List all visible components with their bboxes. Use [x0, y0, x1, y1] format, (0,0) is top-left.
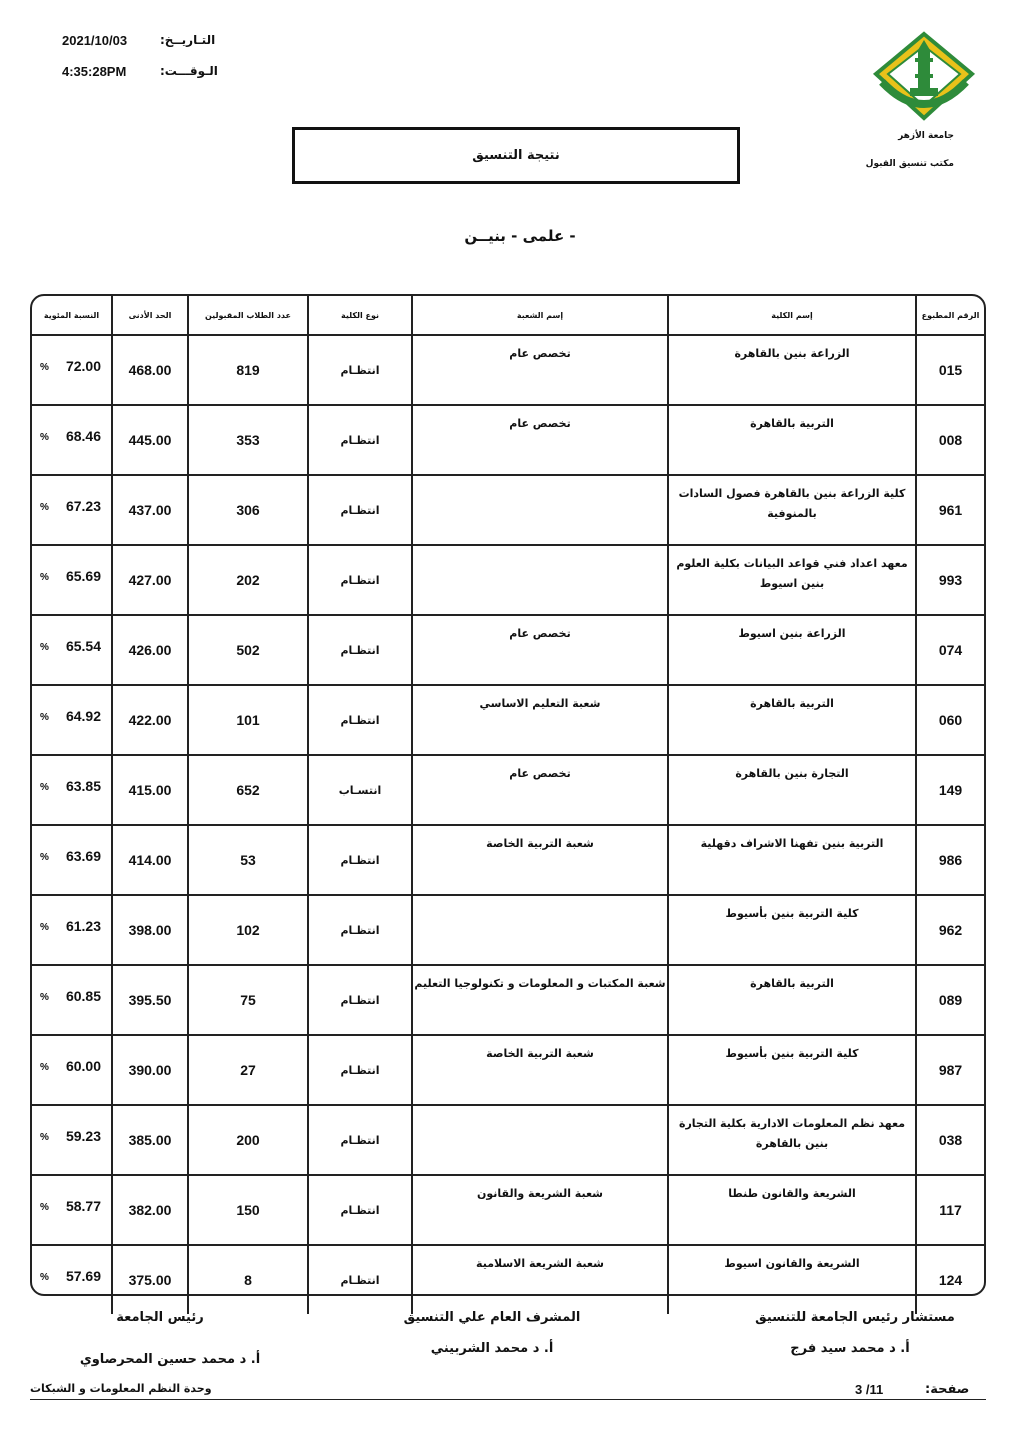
cell-accepted-count: 306: [188, 475, 308, 545]
cell-college: معهد اعداد فني قواعد البيانات بكلية العلوم بنين اسيوط: [668, 545, 916, 615]
cell-percent: [32, 475, 112, 545]
table-row: [32, 1175, 984, 1245]
cell-accepted-count: 819: [188, 335, 308, 405]
cell-min-score: 468.00: [112, 335, 188, 405]
cell-division: تخصص عام: [412, 755, 668, 825]
table-header-row: [32, 296, 984, 335]
percent-sign: %: [40, 1202, 49, 1213]
signature-left-title: رئيس الجامعة: [116, 1310, 204, 1325]
university-name: جامعة الأزهر: [898, 131, 954, 141]
percent-value: 59.23: [65, 1128, 101, 1144]
cell-college-type: انتظـام: [308, 895, 412, 965]
cell-code: 962: [916, 895, 984, 965]
cell-college: كلية التربية بنين بأسيوط: [668, 895, 916, 965]
cell-accepted-count: 652: [188, 755, 308, 825]
cell-percent: [32, 965, 112, 1035]
percent-value: 60.85: [65, 988, 101, 1004]
cell-code: 060: [916, 685, 984, 755]
cell-percent: [32, 685, 112, 755]
signature-right-name: أ. د محمد سيد فرج: [790, 1341, 910, 1356]
cell-college-type: انتظـام: [308, 615, 412, 685]
cell-percent: [32, 1035, 112, 1105]
cell-min-score: 422.00: [112, 685, 188, 755]
cell-college-type: انتظـام: [308, 1175, 412, 1245]
percent-sign: %: [40, 992, 49, 1003]
page-title: نتيجة التنسيق: [292, 127, 740, 184]
cell-min-score: 375.00: [112, 1245, 188, 1314]
cell-college: الشريعة والقانون اسيوط: [668, 1245, 916, 1314]
table-row: [32, 615, 984, 685]
cell-min-score: 414.00: [112, 825, 188, 895]
footer-unit: وحدة النظم المعلومات و الشبكات: [30, 1382, 212, 1395]
cell-accepted-count: 101: [188, 685, 308, 755]
cell-accepted-count: 150: [188, 1175, 308, 1245]
cell-min-score: 427.00: [112, 545, 188, 615]
date-label: التـاريــخ:: [160, 33, 216, 47]
cell-code: 089: [916, 965, 984, 1035]
table-row: [32, 895, 984, 965]
cell-division: شعبة الشريعة والقانون: [412, 1175, 668, 1245]
percent-value: 57.69: [65, 1268, 101, 1284]
percent-value: 72.00: [65, 358, 101, 374]
page-subtitle: - علمى - بنيــن: [464, 227, 576, 245]
page-label: صفحة:: [925, 1382, 970, 1397]
cell-college: الزراعة بنين بالقاهرة: [668, 335, 916, 405]
cell-division: [412, 1105, 668, 1175]
cell-college-type: انتظـام: [308, 1035, 412, 1105]
percent-sign: %: [40, 922, 49, 933]
cell-accepted-count: 502: [188, 615, 308, 685]
percent-value: 68.46: [65, 428, 101, 444]
cell-division: شعبة المكتبات و المعلومات و تكنولوجيا التعليم: [412, 965, 668, 1035]
cell-accepted-count: 202: [188, 545, 308, 615]
percent-sign: %: [40, 502, 49, 513]
cell-division: تخصص عام: [412, 405, 668, 475]
cell-code: 993: [916, 545, 984, 615]
percent-value: 65.54: [65, 638, 101, 654]
cell-percent: [32, 895, 112, 965]
cell-accepted-count: 353: [188, 405, 308, 475]
cell-code: 986: [916, 825, 984, 895]
table-row: [32, 965, 984, 1035]
percent-sign: %: [40, 362, 49, 373]
cell-accepted-count: 27: [188, 1035, 308, 1105]
cell-accepted-count: 75: [188, 965, 308, 1035]
date-value: 2021/10/03: [62, 33, 128, 48]
percent-value: 65.69: [65, 568, 101, 584]
cell-percent: [32, 545, 112, 615]
cell-college-type: انتظـام: [308, 405, 412, 475]
percent-sign: %: [40, 852, 49, 863]
cell-code: 987: [916, 1035, 984, 1105]
cell-percent: [32, 1105, 112, 1175]
cell-college: الشريعة والقانون طنطا: [668, 1175, 916, 1245]
cell-code: 961: [916, 475, 984, 545]
cell-code: 008: [916, 405, 984, 475]
university-logo: [872, 30, 976, 122]
cell-percent: [32, 825, 112, 895]
cell-college: كلية الزراعة بنين بالقاهرة فصول السادات بالمنوفية: [668, 475, 916, 545]
cell-division: شعبة التربية الخاصة: [412, 1035, 668, 1105]
table-row: [32, 1035, 984, 1105]
cell-min-score: 437.00: [112, 475, 188, 545]
col-college: إسم الكلية: [668, 296, 916, 335]
percent-sign: %: [40, 782, 49, 793]
cell-min-score: 390.00: [112, 1035, 188, 1105]
office-name: مكتب تنسيق القبول: [865, 159, 954, 169]
cell-percent: [32, 405, 112, 475]
cell-division: [412, 545, 668, 615]
percent-sign: %: [40, 1272, 49, 1283]
col-college-type: نوع الكلية: [308, 296, 412, 335]
cell-college: معهد نظم المعلومات الادارية بكلية التجارة بنين بالقاهرة: [668, 1105, 916, 1175]
cell-min-score: 445.00: [112, 405, 188, 475]
percent-value: 61.23: [65, 918, 101, 934]
cell-min-score: 382.00: [112, 1175, 188, 1245]
col-code: الرقم المطبوع: [916, 296, 984, 335]
percent-value: 64.92: [65, 708, 101, 724]
table-row: [32, 1105, 984, 1175]
table-row: [32, 475, 984, 545]
page-number: 3 /11: [855, 1382, 884, 1397]
percent-sign: %: [40, 1132, 49, 1143]
cell-division: شعبة الشريعة الاسلامية: [412, 1245, 668, 1314]
table-row: [32, 1245, 984, 1314]
cell-percent: [32, 755, 112, 825]
time-value: 4:35:28PM: [62, 64, 127, 79]
cell-min-score: 415.00: [112, 755, 188, 825]
cell-college-type: انتظـام: [308, 1105, 412, 1175]
cell-college-type: انتظـام: [308, 965, 412, 1035]
table-row: [32, 685, 984, 755]
percent-value: 63.85: [65, 778, 101, 794]
table-row: [32, 335, 984, 405]
percent-value: 58.77: [65, 1198, 101, 1214]
cell-college: التجارة بنين بالقاهرة: [668, 755, 916, 825]
table-row: [32, 545, 984, 615]
cell-college-type: انتظـام: [308, 475, 412, 545]
cell-accepted-count: 102: [188, 895, 308, 965]
col-min-score: الحد الأدنى: [112, 296, 188, 335]
cell-college-type: انتظـام: [308, 685, 412, 755]
col-division: إسم الشعبة: [412, 296, 668, 335]
cell-college: التربية بنين تفهنا الاشراف دقهلية: [668, 825, 916, 895]
cell-code: 149: [916, 755, 984, 825]
footer-divider: [30, 1399, 986, 1400]
cell-min-score: 395.50: [112, 965, 188, 1035]
cell-college-type: انتسـاب: [308, 755, 412, 825]
cell-college: كلية التربية بنين بأسيوط: [668, 1035, 916, 1105]
cell-min-score: 385.00: [112, 1105, 188, 1175]
cell-min-score: 426.00: [112, 615, 188, 685]
cell-college-type: انتظـام: [308, 335, 412, 405]
cell-min-score: 398.00: [112, 895, 188, 965]
percent-sign: %: [40, 712, 49, 723]
cell-accepted-count: 8: [188, 1245, 308, 1314]
col-accepted-count: عدد الطلاب المقبولين: [188, 296, 308, 335]
cell-code: 124: [916, 1245, 984, 1314]
table-row: [32, 755, 984, 825]
cell-code: 015: [916, 335, 984, 405]
results-table: [32, 296, 984, 1314]
cell-division: تخصص عام: [412, 615, 668, 685]
cell-division: [412, 475, 668, 545]
percent-value: 60.00: [65, 1058, 101, 1074]
cell-code: 038: [916, 1105, 984, 1175]
cell-college: التربية بالقاهرة: [668, 965, 916, 1035]
cell-college-type: انتظـام: [308, 1245, 412, 1314]
signature-left-name: أ. د محمد حسين المحرصاوي: [79, 1352, 261, 1367]
percent-sign: %: [40, 572, 49, 583]
cell-percent: [32, 615, 112, 685]
cell-accepted-count: 53: [188, 825, 308, 895]
cell-college-type: انتظـام: [308, 825, 412, 895]
time-label: الـوقـــت:: [160, 64, 218, 78]
col-percent: النسبة المئوية: [32, 296, 112, 335]
cell-college: التربية بالقاهرة: [668, 685, 916, 755]
percent-sign: %: [40, 432, 49, 443]
cell-division: [412, 895, 668, 965]
signature-center-title: المشرف العام علي التنسيق: [403, 1310, 581, 1325]
percent-sign: %: [40, 642, 49, 653]
cell-percent: [32, 1175, 112, 1245]
signature-right-title: مستشار رئيس الجامعة للتنسيق: [755, 1310, 955, 1325]
cell-code: 074: [916, 615, 984, 685]
cell-division: تخصص عام: [412, 335, 668, 405]
cell-percent: [32, 335, 112, 405]
cell-accepted-count: 200: [188, 1105, 308, 1175]
percent-value: 67.23: [65, 498, 101, 514]
cell-college: الزراعة بنين اسيوط: [668, 615, 916, 685]
cell-code: 117: [916, 1175, 984, 1245]
cell-college: التربية بالقاهرة: [668, 405, 916, 475]
cell-percent: [32, 1245, 112, 1314]
percent-value: 63.69: [65, 848, 101, 864]
table-row: [32, 405, 984, 475]
table-row: [32, 825, 984, 895]
percent-sign: %: [40, 1062, 49, 1073]
cell-college-type: انتظـام: [308, 545, 412, 615]
cell-division: شعبة التربية الخاصة: [412, 825, 668, 895]
signature-center-name: أ. د محمد الشربيني: [430, 1341, 554, 1356]
cell-division: شعبة التعليم الاساسي: [412, 685, 668, 755]
